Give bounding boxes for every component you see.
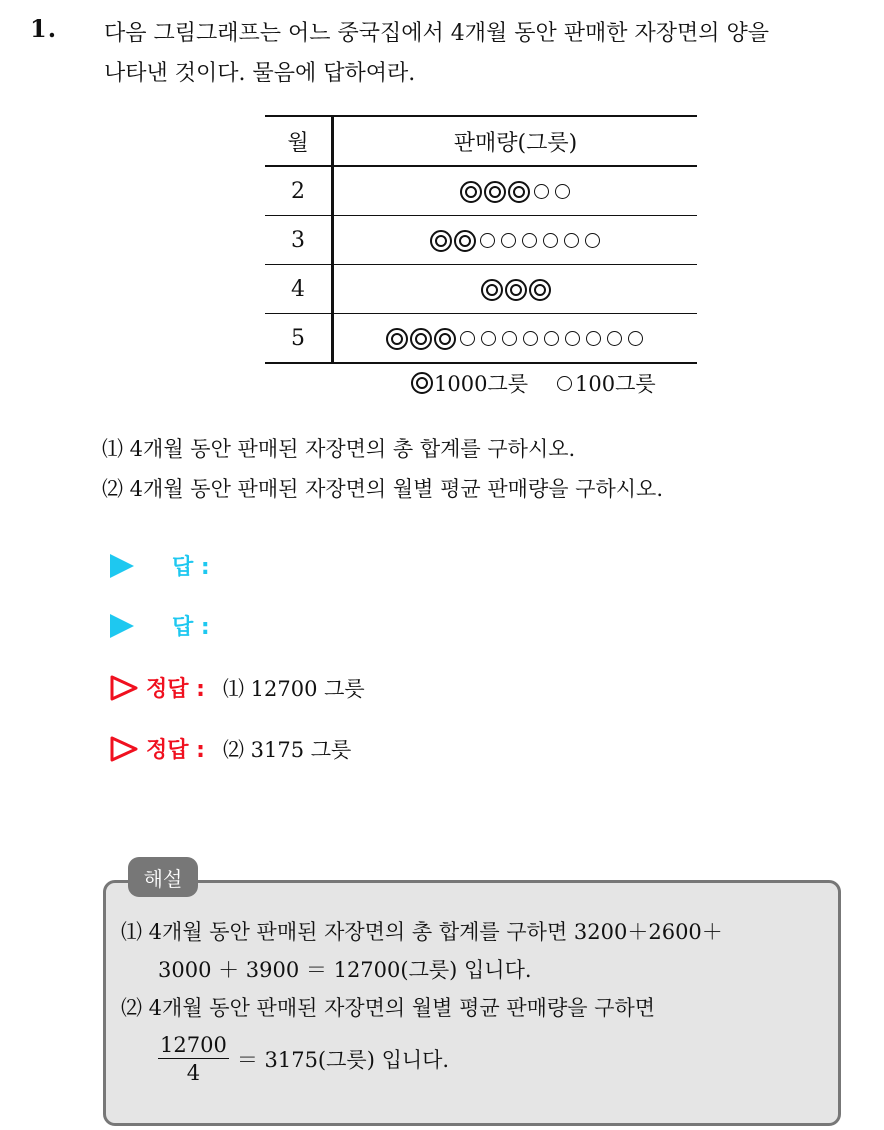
sales-symbols [333, 166, 698, 216]
outline-triangle-icon [110, 736, 138, 762]
correct-answer-value: ⑴ 12700 그릇 [222, 676, 365, 701]
month-cell: 4 [265, 265, 333, 314]
circle-icon [481, 331, 496, 346]
sales-symbols [333, 216, 698, 265]
sales-symbols [333, 265, 698, 314]
month-cell: 2 [265, 166, 333, 216]
answer-blank-2 [110, 610, 210, 641]
question-line-2: 나타낸 것이다. 물음에 답하여라. [104, 61, 416, 86]
answer-label: 답 : [172, 555, 210, 580]
correct-answer-2 [110, 733, 351, 764]
circle-icon [565, 331, 580, 346]
table-row [265, 216, 697, 265]
header-sales: 판매량(그릇) [453, 130, 578, 156]
circle-icon [586, 331, 601, 346]
table-row [265, 166, 697, 216]
play-triangle-icon [110, 554, 134, 578]
legend-big-item [410, 368, 528, 398]
circle-icon [502, 331, 517, 346]
double-circle-icon [410, 328, 432, 350]
circle-icon [522, 233, 537, 248]
answer-label: 답 : [172, 615, 210, 640]
fraction-result: ＝ 3175(그릇) 입니다. [236, 1047, 450, 1072]
double-circle-icon [454, 230, 476, 252]
question-number: 1. [30, 14, 58, 43]
table-row [265, 265, 697, 314]
table-body [265, 166, 697, 363]
solution-line-1: ⑴ 4개월 동안 판매된 자장면의 총 합계를 구하면 3200＋2600＋ [121, 920, 723, 944]
circle-icon [543, 233, 558, 248]
solution-tab: 해설 [128, 857, 198, 897]
answer-blank-1 [110, 550, 210, 581]
play-triangle-icon [110, 614, 134, 638]
fraction-denominator: 4 [186, 1061, 201, 1085]
table-header-row [265, 116, 697, 166]
question-line-1: 다음 그림그래프는 어느 중국집에서 4개월 동안 판매한 자장면의 양을 [104, 21, 770, 46]
solution-line-2: 3000 ＋ 3900 ＝ 12700(그릇) 입니다. [158, 958, 532, 982]
solution-line-4 [158, 1032, 449, 1087]
correct-answer-label: 정답 : [146, 738, 205, 763]
fraction-numerator: 12700 [160, 1033, 227, 1057]
sub-question-1: ⑴ 4개월 동안 판매된 자장면의 총 합계를 구하시오. [102, 437, 576, 461]
legend-small-item [554, 368, 656, 398]
double-circle-icon [411, 372, 433, 394]
circle-icon [557, 376, 572, 391]
month-cell: 3 [265, 216, 333, 265]
fraction [158, 1032, 229, 1087]
double-circle-icon [386, 328, 408, 350]
double-circle-icon [505, 279, 527, 301]
outline-triangle-icon [110, 675, 138, 701]
double-circle-icon [529, 279, 551, 301]
circle-icon [480, 233, 495, 248]
circle-icon [501, 233, 516, 248]
month-cell: 5 [265, 314, 333, 364]
header-month: 월 [265, 116, 333, 166]
graph-legend [410, 368, 656, 398]
double-circle-icon [460, 181, 482, 203]
circle-icon [460, 331, 475, 346]
solution-line-3: ⑵ 4개월 동안 판매된 자장면의 월별 평균 판매량을 구하면 [121, 996, 656, 1020]
circle-icon [544, 331, 559, 346]
circle-icon [555, 184, 570, 199]
table-row [265, 314, 697, 364]
correct-answer-1 [110, 672, 365, 703]
circle-icon [523, 331, 538, 346]
circle-icon [628, 331, 643, 346]
sales-symbols [333, 314, 698, 364]
circle-icon [564, 233, 579, 248]
circle-icon [534, 184, 549, 199]
correct-answer-label: 정답 : [146, 677, 205, 702]
sub-question-2: ⑵ 4개월 동안 판매된 자장면의 월별 평균 판매량을 구하시오. [102, 477, 664, 501]
circle-icon [607, 331, 622, 346]
double-circle-icon [508, 181, 530, 203]
correct-answer-value: ⑵ 3175 그릇 [222, 737, 352, 762]
circle-icon [585, 233, 600, 248]
question-text [104, 14, 874, 94]
legend-small-label: 100그릇 [575, 372, 656, 396]
double-circle-icon [484, 181, 506, 203]
double-circle-icon [430, 230, 452, 252]
double-circle-icon [481, 279, 503, 301]
legend-big-label: 1000그릇 [434, 372, 529, 396]
picture-graph-table [265, 115, 697, 364]
double-circle-icon [434, 328, 456, 350]
